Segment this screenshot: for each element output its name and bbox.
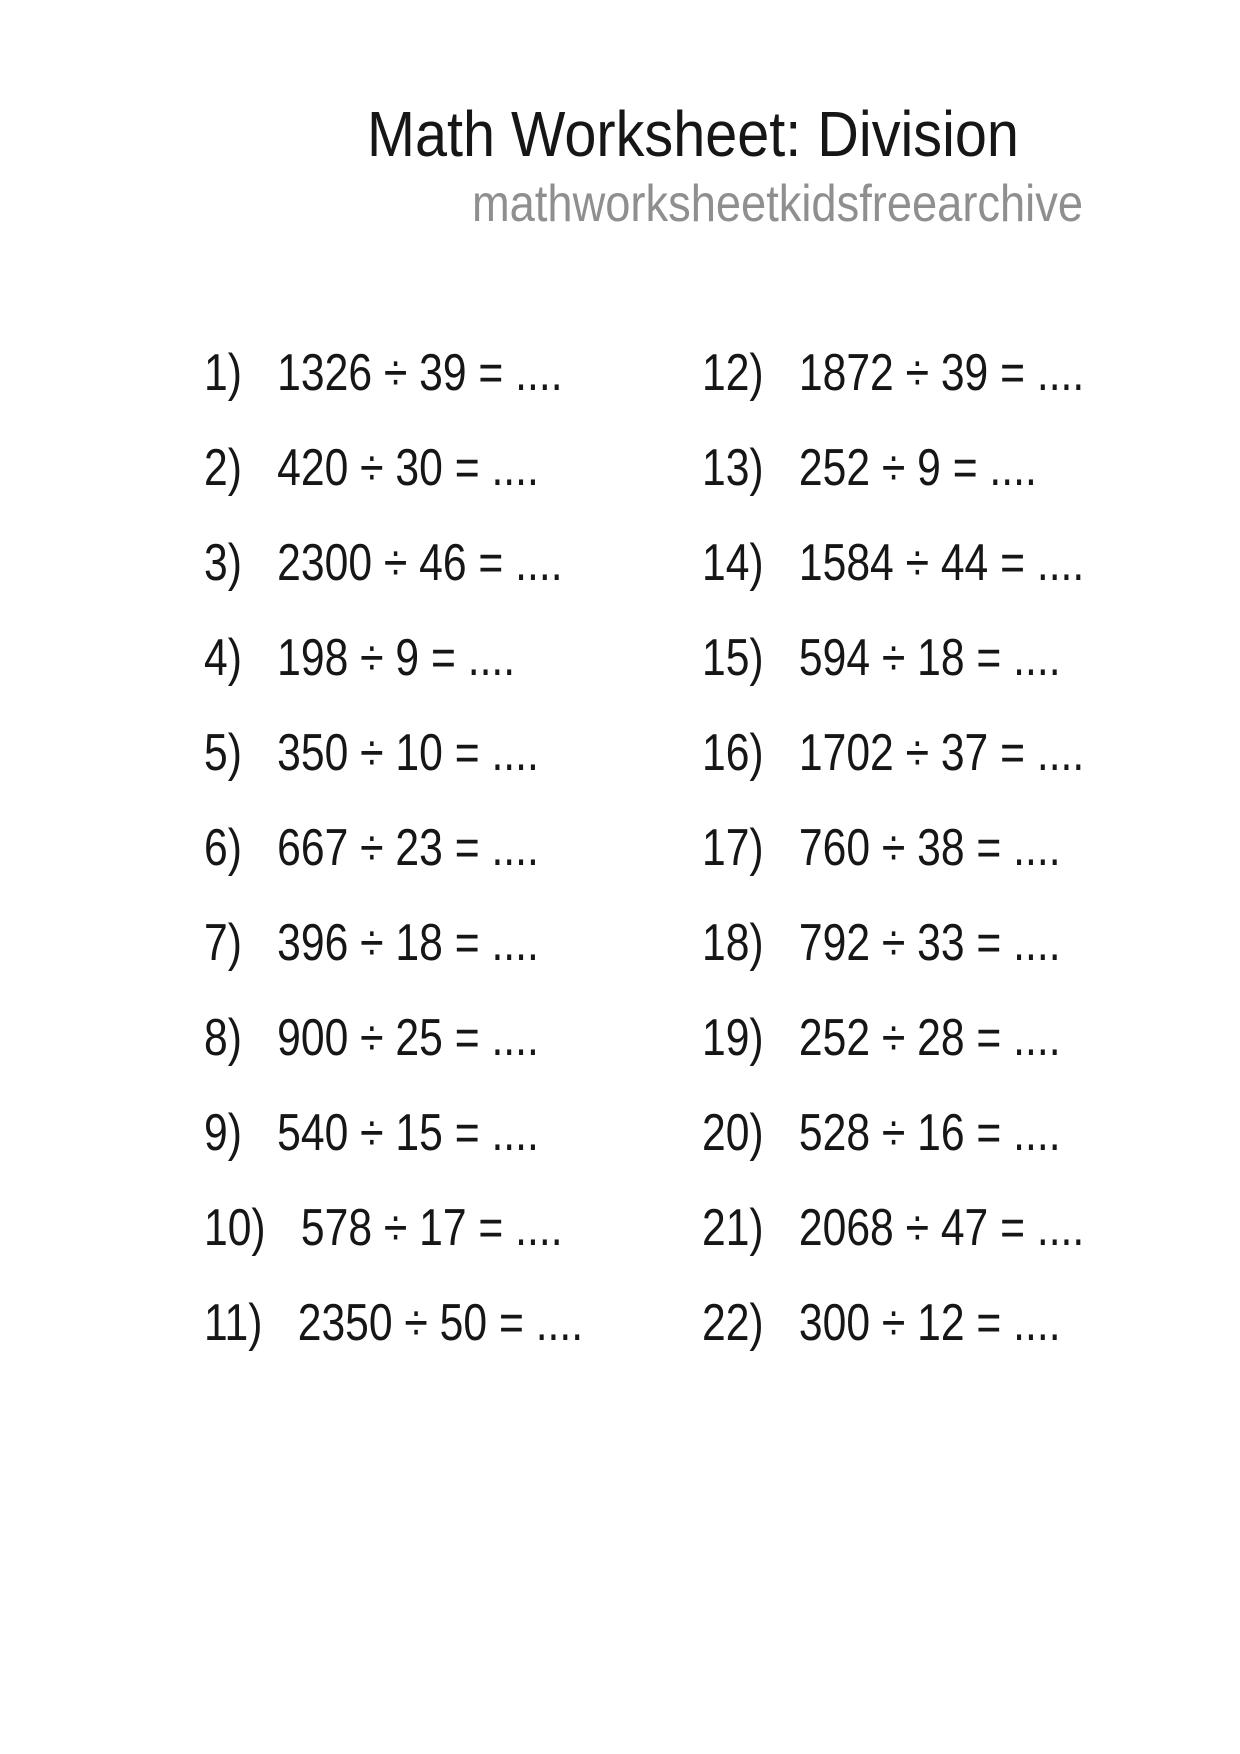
problem-number: 6) xyxy=(204,819,242,877)
problem-number: 18) xyxy=(702,914,764,972)
problem-row-22 xyxy=(702,1276,1084,1371)
problem-expression: 198 ÷ 9 = .... xyxy=(277,629,516,687)
problem-number: 5) xyxy=(204,724,242,782)
problem-number: 11) xyxy=(204,1294,263,1352)
problem-row-11 xyxy=(204,1276,583,1371)
problem-row-14 xyxy=(702,516,1084,611)
problem-number: 1) xyxy=(204,344,242,402)
problem-expression: 2068 ÷ 47 = .... xyxy=(798,1199,1085,1257)
problem-row-20 xyxy=(702,1086,1084,1181)
problem-number: 10) xyxy=(204,1199,266,1257)
problem-number: 19) xyxy=(702,1009,764,1067)
problem-expression: 594 ÷ 18 = .... xyxy=(798,629,1061,687)
problem-expression: 792 ÷ 33 = .... xyxy=(798,914,1061,972)
problem-row-15 xyxy=(702,611,1084,706)
problem-row-1 xyxy=(204,326,583,421)
problems-column-right xyxy=(702,326,1168,1371)
problem-row-19 xyxy=(702,991,1084,1086)
page-title: Math Worksheet: Division xyxy=(367,98,1019,170)
problem-number: 12) xyxy=(702,344,764,402)
problem-row-3 xyxy=(204,516,583,611)
problem-number: 22) xyxy=(702,1294,764,1352)
problem-row-9 xyxy=(204,1086,583,1181)
problem-number: 16) xyxy=(702,724,764,782)
problem-number: 9) xyxy=(204,1104,242,1162)
problem-number: 3) xyxy=(204,534,242,592)
problem-expression: 528 ÷ 16 = .... xyxy=(798,1104,1061,1162)
problem-row-12 xyxy=(702,326,1084,421)
problem-row-13 xyxy=(702,421,1084,516)
problem-expression: 252 ÷ 28 = .... xyxy=(798,1009,1061,1067)
problem-row-4 xyxy=(204,611,583,706)
problem-row-17 xyxy=(702,801,1084,896)
problem-expression: 420 ÷ 30 = .... xyxy=(277,439,539,497)
problem-row-10 xyxy=(204,1181,583,1276)
problem-expression: 2350 ÷ 50 = .... xyxy=(297,1294,584,1352)
problem-number: 4) xyxy=(204,629,242,687)
problem-expression: 350 ÷ 10 = .... xyxy=(277,724,539,782)
problem-expression: 760 ÷ 38 = .... xyxy=(798,819,1061,877)
problem-number: 20) xyxy=(702,1104,764,1162)
problem-expression: 540 ÷ 15 = .... xyxy=(277,1104,539,1162)
problem-expression: 1584 ÷ 44 = .... xyxy=(798,534,1085,592)
problem-expression: 252 ÷ 9 = .... xyxy=(798,439,1037,497)
problem-row-21 xyxy=(702,1181,1084,1276)
problems-column-left xyxy=(204,326,666,1371)
problem-expression: 396 ÷ 18 = .... xyxy=(277,914,539,972)
problem-expression: 1702 ÷ 37 = .... xyxy=(798,724,1085,782)
problem-number: 13) xyxy=(702,439,764,497)
problem-number: 8) xyxy=(204,1009,242,1067)
problem-row-7 xyxy=(204,896,583,991)
problem-number: 2) xyxy=(204,439,242,497)
problem-number: 17) xyxy=(702,819,764,877)
problem-number: 15) xyxy=(702,629,764,687)
problem-row-5 xyxy=(204,706,583,801)
problem-number: 21) xyxy=(702,1199,764,1257)
problem-row-2 xyxy=(204,421,583,516)
problem-number: 7) xyxy=(204,914,242,972)
problem-row-6 xyxy=(204,801,583,896)
problem-expression: 300 ÷ 12 = .... xyxy=(798,1294,1061,1352)
problem-expression: 1326 ÷ 39 = .... xyxy=(277,344,563,402)
problem-row-18 xyxy=(702,896,1084,991)
problem-number: 14) xyxy=(702,534,764,592)
problem-expression: 667 ÷ 23 = .... xyxy=(277,819,539,877)
problem-expression: 1872 ÷ 39 = .... xyxy=(798,344,1085,402)
problem-expression: 900 ÷ 25 = .... xyxy=(277,1009,539,1067)
page-subtitle: mathworksheetkidsfreearchive xyxy=(472,175,1084,233)
problem-expression: 578 ÷ 17 = .... xyxy=(300,1199,563,1257)
problem-row-16 xyxy=(702,706,1084,801)
problem-row-8 xyxy=(204,991,583,1086)
problem-expression: 2300 ÷ 46 = .... xyxy=(277,534,563,592)
